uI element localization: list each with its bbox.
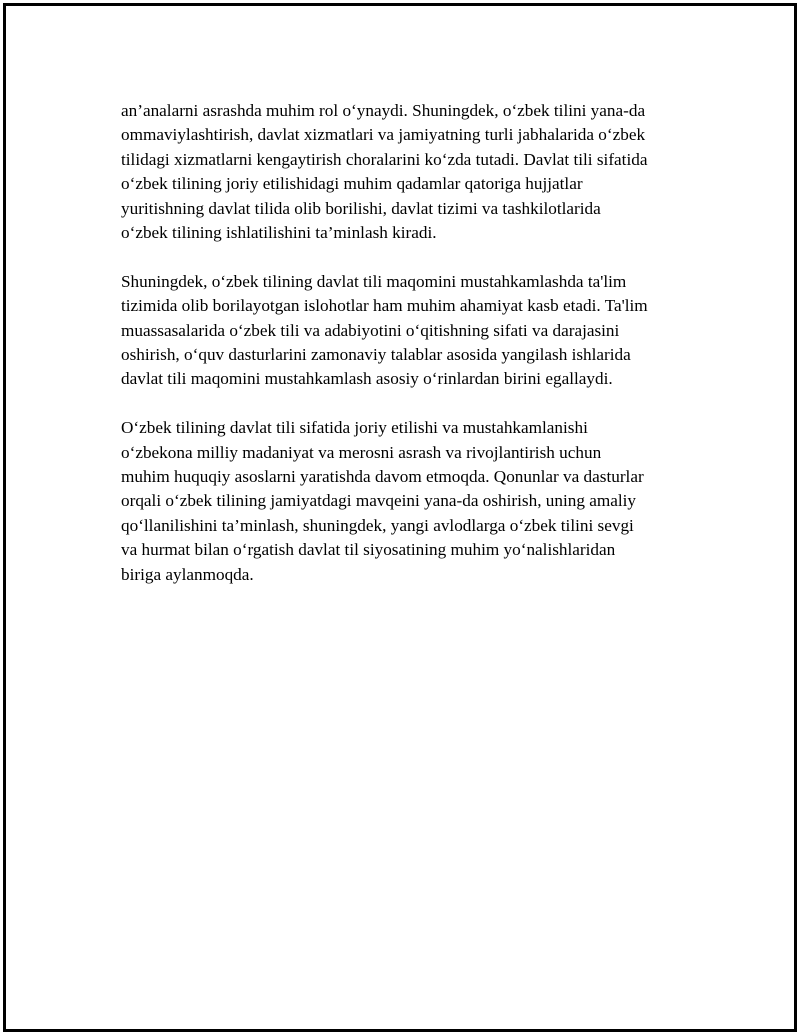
text-line: o‘zbek tilining ishlatilishini ta’minlash kiradi. (121, 223, 437, 243)
text-line: o‘zbekona milliy madaniyat va merosni asrash va rivojlantirish uchun (121, 442, 602, 462)
text-line: o‘zbek tilining joriy etilishidagi muhim qadamlar qatoriga hujjatlar (121, 174, 583, 194)
text-line: an’analarni asrashda muhim rol o‘ynaydi. Shuningdek, o‘zbek tilini yana-da (121, 101, 646, 120)
text-line: davlat tili maqomini mustahkamlash asosiy o‘rinlardan birini egallaydi. (121, 369, 613, 389)
text-line: muassasalarida o‘zbek tili va adabiyotini o‘qitishning sifati va darajasini (121, 320, 620, 340)
text-line: tizimida olib borilayotgan islohotlar ham muhim ahamiyat kasb etadi. Ta'lim (121, 296, 648, 316)
text-line: O‘zbek tilining davlat tili sifatida joriy etilishi va mustahkamlanishi (121, 418, 588, 438)
paragraph-3 (121, 416, 681, 587)
text-line: muhim huquqiy asoslarni yaratishda davom etmoqda. Qonunlar va dasturlar (121, 467, 644, 487)
text-line: va hurmat bilan o‘rgatish davlat til siyosatining muhim yo‘nalishlaridan (121, 540, 616, 560)
text-line: ommaviylashtirish, davlat xizmatlari va jamiyatning turli jabhalarida o‘zbek (121, 125, 646, 145)
text-line: biriga aylanmoqda. (121, 564, 254, 584)
paragraph-2 (121, 270, 681, 392)
text-line: qo‘llanilishini ta’minlash, shuningdek, yangi avlodlarga o‘zbek tilini sevgi (121, 515, 634, 535)
paragraph-1 (121, 99, 681, 245)
page-frame (3, 3, 797, 1032)
text-line: oshirish, o‘quv dasturlarini zamonaviy talablar asosida yangilash ishlarida (121, 345, 631, 365)
text-line: yuritishning davlat tilida olib borilishi, davlat tizimi va tashkilotlarida (121, 198, 601, 218)
text-line: Shuningdek, o‘zbek tilining davlat tili maqomini mustahkamlashda ta'lim (121, 271, 627, 291)
document-body (121, 99, 681, 611)
text-line: tilidagi xizmatlarni kengaytirish choralarini ko‘zda tutadi. Davlat tili sifatida (121, 149, 648, 169)
text-line: orqali o‘zbek tilining jamiyatdagi mavqeini yana-da oshirish, uning amaliy (121, 491, 637, 511)
